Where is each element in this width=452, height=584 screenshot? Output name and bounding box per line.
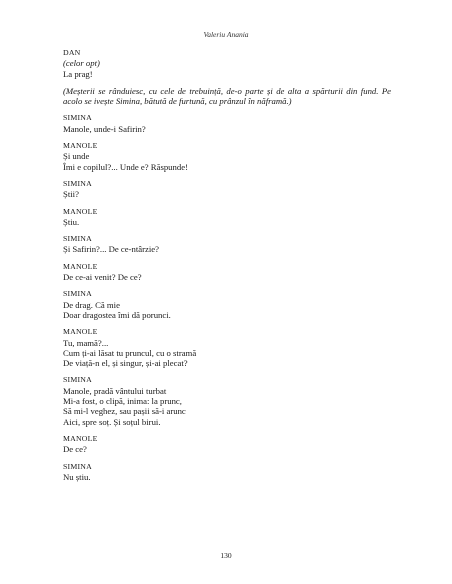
- dialogue-line: Manole, pradă vântului turbat: [63, 385, 167, 396]
- speaker-name: SIMINA: [63, 375, 92, 385]
- dialogue-line: Manole, unde-i Safirin?: [63, 123, 146, 134]
- dialogue-line: Știi?: [63, 189, 79, 200]
- dialogue-line: Și Safirin?... De ce-ntârzie?: [63, 244, 159, 255]
- dialogue-block: [63, 207, 391, 228]
- dialogue-block: [63, 375, 391, 426]
- dialogue-line: De drag. Că mie: [63, 299, 120, 310]
- dialogue-line: Știu.: [63, 216, 80, 227]
- speaker-name: MANOLE: [63, 141, 98, 151]
- running-head: Valeriu Anania: [203, 30, 249, 39]
- speaker-name: SIMINA: [63, 113, 92, 123]
- dialogue-line: Doar dragostea îmi dă porunci.: [63, 309, 171, 320]
- dialogue-block: [63, 113, 391, 134]
- dialogue-line: Îmi e copilul?... Unde e? Răspunde!: [63, 161, 188, 172]
- play-text: [63, 48, 391, 489]
- dialogue-block: [63, 262, 391, 283]
- dialogue-line: De ce-ai venit? De ce?: [63, 272, 142, 283]
- dialogue-line: Nu știu.: [63, 471, 91, 482]
- dialogue-line: De ce?: [63, 444, 87, 455]
- dialogue-block: [63, 48, 391, 79]
- dialogue-block: [63, 462, 391, 483]
- speaker-name: SIMINA: [63, 289, 92, 299]
- stage-note: (celor opt): [63, 58, 100, 69]
- speaker-name: MANOLE: [63, 433, 98, 443]
- dialogue-block: [63, 434, 391, 455]
- speaker-name: MANOLE: [63, 327, 98, 337]
- dialogue-line: Mi-a fost, o clipă, inima: la prunc,: [63, 396, 182, 407]
- dialogue-block: [63, 141, 391, 172]
- speaker-name: MANOLE: [63, 261, 98, 271]
- page-number: 130: [220, 551, 232, 560]
- dialogue-block: [63, 234, 391, 255]
- dialogue-line: Cum ți-ai lăsat tu pruncul, cu o stramă: [63, 347, 197, 358]
- dialogue-line: Aici, spre soț. Și soțul birui.: [63, 416, 161, 427]
- dialogue-line: La prag!: [63, 68, 93, 79]
- speaker-name: SIMINA: [63, 178, 92, 188]
- dialogue-block: [63, 179, 391, 200]
- speaker-name: DAN: [63, 48, 81, 57]
- stage-direction: (Meșterii se rânduiesc, cu cele de trebuință, de-o parte și de alta a spărturii din fund. Pe acolo se ivește Simina, bătută de furtună, cu prânzul în năframă.): [63, 85, 391, 107]
- dialogue-line: Și unde: [63, 151, 90, 162]
- dialogue-block: [63, 289, 391, 320]
- speaker-name: MANOLE: [63, 206, 98, 216]
- dialogue-block: [63, 327, 391, 368]
- dialogue-line: Tu, mamă?...: [63, 337, 109, 348]
- speaker-name: SIMINA: [63, 461, 92, 471]
- speaker-name: SIMINA: [63, 234, 92, 244]
- dialogue-line: De viață-n el, și singur, și-ai plecat?: [63, 358, 188, 369]
- dialogue-line: Să mi-l veghez, sau pașii să-i arunc: [63, 406, 186, 417]
